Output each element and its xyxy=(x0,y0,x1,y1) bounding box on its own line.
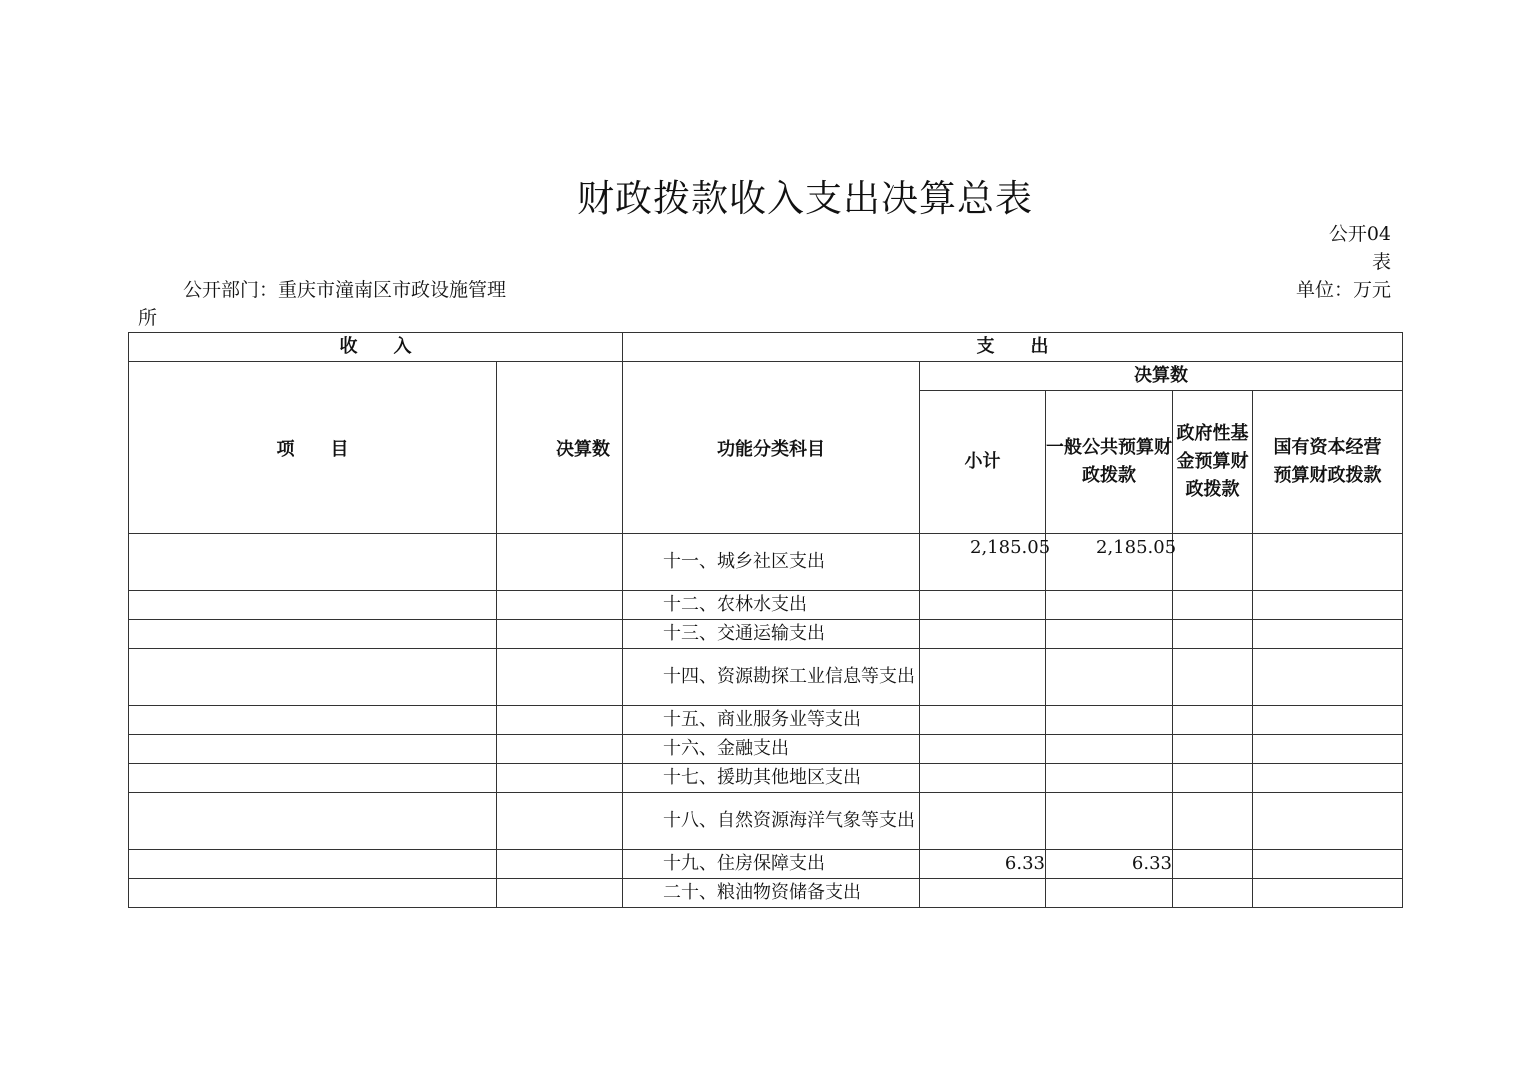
form-number: 公开04表 xyxy=(1328,223,1391,273)
page-title: 财政拨款收入支出决算总表 xyxy=(577,177,1033,220)
subtotal-cell xyxy=(920,706,1046,735)
gov-fund-cell xyxy=(1173,764,1253,793)
subtotal-cell xyxy=(920,649,1046,706)
gov-fund-cell xyxy=(1173,649,1253,706)
general-budget-cell xyxy=(1046,735,1173,764)
subtotal-cell: 2,185.05 xyxy=(920,534,1046,591)
function-cell: 十二、农林水支出 xyxy=(623,591,920,620)
amount-cell xyxy=(497,850,623,879)
subtotal-cell xyxy=(920,879,1046,908)
table-row xyxy=(129,591,1403,620)
state-capital-cell xyxy=(1253,850,1403,879)
header-row-columns xyxy=(129,362,1403,391)
col-final-amount-header: 决算数 xyxy=(497,362,623,534)
item-cell xyxy=(129,793,497,850)
state-capital-cell xyxy=(1253,735,1403,764)
subtotal-cell xyxy=(920,620,1046,649)
table-row xyxy=(129,879,1403,908)
col-gov-fund-header: 政府性基金预算财政拨款 xyxy=(1173,391,1253,534)
amount-cell xyxy=(497,735,623,764)
state-capital-cell xyxy=(1253,706,1403,735)
function-cell: 十三、交通运输支出 xyxy=(623,620,920,649)
gov-fund-cell xyxy=(1173,850,1253,879)
col-subtotal-header: 小计 xyxy=(920,391,1046,534)
subtotal-cell xyxy=(920,591,1046,620)
function-cell: 十四、资源勘探工业信息等支出 xyxy=(623,649,920,706)
general-budget-cell xyxy=(1046,649,1173,706)
function-cell: 十一、城乡社区支出 xyxy=(623,534,920,591)
gov-fund-cell xyxy=(1173,620,1253,649)
subtotal-cell xyxy=(920,735,1046,764)
table-row xyxy=(129,764,1403,793)
state-capital-cell xyxy=(1253,534,1403,591)
col-general-budget-header: 一般公共预算财政拨款 xyxy=(1046,391,1173,534)
state-capital-cell xyxy=(1253,793,1403,850)
gov-fund-cell xyxy=(1173,879,1253,908)
income-header: 收 入 xyxy=(129,333,623,362)
item-cell xyxy=(129,706,497,735)
table-row xyxy=(129,706,1403,735)
subtotal-cell xyxy=(920,764,1046,793)
state-capital-cell xyxy=(1253,649,1403,706)
table-row xyxy=(129,793,1403,850)
function-cell: 十七、援助其他地区支出 xyxy=(623,764,920,793)
col-function-header: 功能分类科目 xyxy=(623,362,920,534)
amount-cell xyxy=(497,591,623,620)
item-cell xyxy=(129,879,497,908)
amount-cell xyxy=(497,764,623,793)
general-budget-cell xyxy=(1046,764,1173,793)
function-cell: 十五、商业服务业等支出 xyxy=(623,706,920,735)
amount-cell xyxy=(497,879,623,908)
table-row xyxy=(129,649,1403,706)
general-budget-cell xyxy=(1046,793,1173,850)
state-capital-cell xyxy=(1253,620,1403,649)
col-state-capital-header: 国有资本经营预算财政拨款 xyxy=(1253,391,1403,534)
gov-fund-cell xyxy=(1173,534,1253,591)
general-budget-cell xyxy=(1046,620,1173,649)
function-cell: 二十、粮油物资储备支出 xyxy=(623,879,920,908)
col-item-header: 项 目 xyxy=(129,362,497,534)
state-capital-cell xyxy=(1253,591,1403,620)
department-label: 公开部门：重庆市潼南区市政设施管理所 xyxy=(138,279,507,329)
general-budget-cell: 6.33 xyxy=(1046,850,1173,879)
function-cell: 十八、自然资源海洋气象等支出 xyxy=(623,793,920,850)
table-row xyxy=(129,850,1403,879)
gov-fund-cell xyxy=(1173,735,1253,764)
gov-fund-cell xyxy=(1173,793,1253,850)
subtotal-cell xyxy=(920,793,1046,850)
amount-cell xyxy=(497,793,623,850)
table-row xyxy=(129,735,1403,764)
item-cell xyxy=(129,764,497,793)
table-row xyxy=(129,620,1403,649)
item-cell xyxy=(129,735,497,764)
amount-cell xyxy=(497,534,623,591)
function-cell: 十六、金融支出 xyxy=(623,735,920,764)
table-row xyxy=(129,534,1403,591)
state-capital-cell xyxy=(1253,764,1403,793)
fiscal-appropriation-table xyxy=(128,332,1403,908)
function-cell: 十九、住房保障支出 xyxy=(623,850,920,879)
amount-cell xyxy=(497,706,623,735)
general-budget-cell xyxy=(1046,879,1173,908)
gov-fund-cell xyxy=(1173,706,1253,735)
amount-cell xyxy=(497,649,623,706)
unit-label: 单位：万元 xyxy=(1295,279,1391,301)
item-cell xyxy=(129,534,497,591)
general-budget-cell: 2,185.05 xyxy=(1046,534,1173,591)
col-final-group-header: 决算数 xyxy=(920,362,1403,391)
state-capital-cell xyxy=(1253,879,1403,908)
item-cell xyxy=(129,850,497,879)
item-cell xyxy=(129,620,497,649)
item-cell xyxy=(129,649,497,706)
item-cell xyxy=(129,591,497,620)
general-budget-cell xyxy=(1046,706,1173,735)
header-row-group xyxy=(129,333,1403,362)
gov-fund-cell xyxy=(1173,591,1253,620)
general-budget-cell xyxy=(1046,591,1173,620)
subtotal-cell: 6.33 xyxy=(920,850,1046,879)
amount-cell xyxy=(497,620,623,649)
expense-header: 支 出 xyxy=(623,333,1403,362)
